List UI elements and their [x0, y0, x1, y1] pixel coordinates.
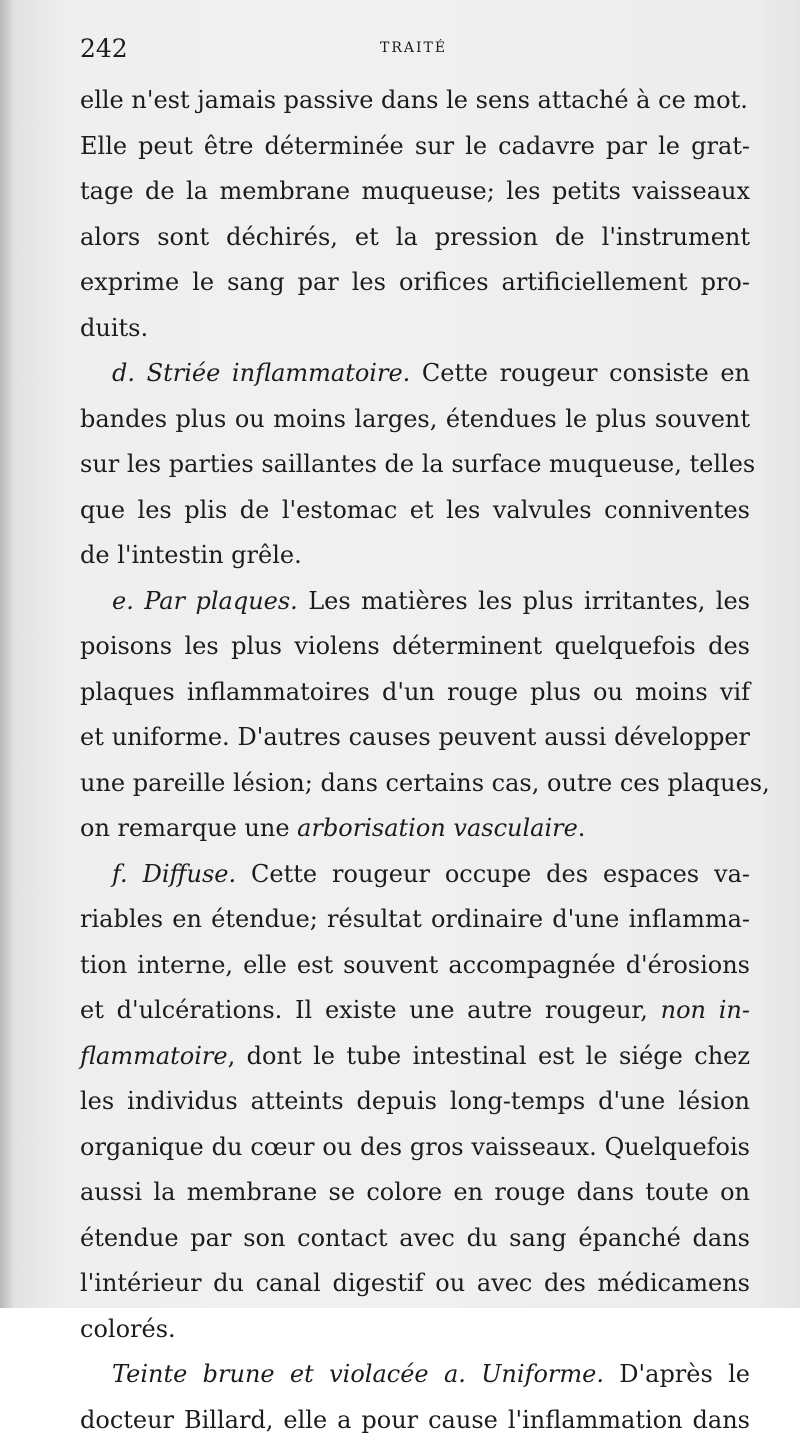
- text-line: [80, 988, 750, 1034]
- text-segment: duits.: [80, 314, 148, 342]
- text-line: [80, 351, 750, 397]
- text-line: [80, 1398, 750, 1443]
- text-line: [80, 897, 750, 943]
- text-segment: une pareille lésion; dans certains cas, outre ces plaques,: [80, 769, 770, 797]
- text-segment: tion interne, elle est souvent accompagnée d'érosions: [80, 951, 750, 979]
- text-line: [80, 488, 750, 534]
- text-line: [80, 124, 750, 170]
- text-line: [80, 1352, 750, 1398]
- text-segment: et uniforme. D'autres causes peuvent aussi développer: [80, 723, 750, 751]
- text-line: [80, 306, 750, 352]
- italic-text: f. Diffuse.: [112, 860, 236, 888]
- text-line: [80, 715, 750, 761]
- text-line: [80, 78, 750, 124]
- text-line: [80, 1170, 750, 1216]
- text-line: [80, 1079, 750, 1125]
- text-line: [80, 169, 750, 215]
- text-segment: alors sont déchirés, et la pression de l'instrument: [80, 223, 750, 251]
- text-line: [80, 579, 750, 625]
- text-line: [80, 761, 750, 807]
- page-number: 242: [80, 34, 128, 63]
- text-segment: bandes plus ou moins larges, étendues le plus souvent: [80, 405, 750, 433]
- text-segment: étendue par son contact avec du sang épanché dans: [80, 1224, 750, 1252]
- text-line: [80, 1125, 750, 1171]
- text-line: [80, 806, 750, 852]
- text-segment: Cette rougeur consiste en: [410, 359, 750, 387]
- italic-text: d. Striée inflammatoire.: [112, 359, 410, 387]
- italic-text: arborisation vasculaire: [297, 814, 578, 842]
- page-gutter-shadow: [0, 0, 14, 1308]
- text-line: [80, 533, 750, 579]
- italic-text: flammatoire: [80, 1042, 228, 1070]
- text-segment: plaques inflammatoires d'un rouge plus ou moins vif: [80, 678, 750, 706]
- text-segment: , dont le tube intestinal est le siége chez: [228, 1042, 750, 1070]
- italic-text: e. Par plaques.: [112, 587, 298, 615]
- text-line: [80, 1261, 750, 1307]
- text-line: [80, 943, 750, 989]
- text-line: [80, 260, 750, 306]
- text-segment: riables en étendue; résultat ordinaire d'une inflamma-: [80, 905, 750, 933]
- running-title: TRAITÉ: [380, 40, 447, 56]
- text-segment: et d'ulcérations. Il existe une autre rougeur,: [80, 996, 661, 1024]
- text-segment: elle n'est jamais passive dans le sens attaché à ce mot.: [80, 86, 748, 114]
- text-segment: D'après le: [604, 1360, 750, 1388]
- text-segment: Cette rougeur occupe des espaces va-: [236, 860, 750, 888]
- text-line: [80, 624, 750, 670]
- text-segment: les individus atteints depuis long-temps d'une lésion: [80, 1087, 750, 1115]
- text-segment: sur les parties saillantes de la surface muqueuse, telles: [80, 450, 755, 478]
- text-line: [80, 442, 750, 488]
- text-segment: tage de la membrane muqueuse; les petits vaisseaux: [80, 177, 750, 205]
- body-text: [80, 78, 750, 1443]
- text-segment: aussi la membrane se colore en rouge dans toute on: [80, 1178, 750, 1206]
- text-line: [80, 1034, 750, 1080]
- text-line: [80, 215, 750, 261]
- text-segment: colorés.: [80, 1315, 176, 1343]
- italic-text: non in-: [661, 996, 750, 1024]
- text-segment: l'intérieur du canal digestif ou avec des médicamens: [80, 1269, 750, 1297]
- text-segment: docteur Billard, elle a pour cause l'inflammation dans: [80, 1406, 750, 1434]
- page-header: [80, 34, 750, 64]
- text-segment: que les plis de l'estomac et les valvules conniventes: [80, 496, 750, 524]
- text-segment: exprime le sang par les orifices artificiellement pro-: [80, 268, 750, 296]
- italic-text: Teinte brune et violacée a. Uniforme.: [112, 1360, 604, 1388]
- text-segment: on remarque une: [80, 814, 297, 842]
- text-segment: Elle peut être déterminée sur le cadavre par le grat-: [80, 132, 750, 160]
- text-line: [80, 1307, 750, 1353]
- text-segment: .: [578, 814, 586, 842]
- text-line: [80, 852, 750, 898]
- text-segment: organique du cœur ou des gros vaisseaux. Quelquefois: [80, 1133, 750, 1161]
- text-segment: de l'intestin grêle.: [80, 541, 302, 569]
- text-line: [80, 397, 750, 443]
- text-segment: poisons les plus violens déterminent quelquefois des: [80, 632, 750, 660]
- text-line: [80, 1216, 750, 1262]
- text-line: [80, 670, 750, 716]
- text-segment: Les matières les plus irritantes, les: [298, 587, 750, 615]
